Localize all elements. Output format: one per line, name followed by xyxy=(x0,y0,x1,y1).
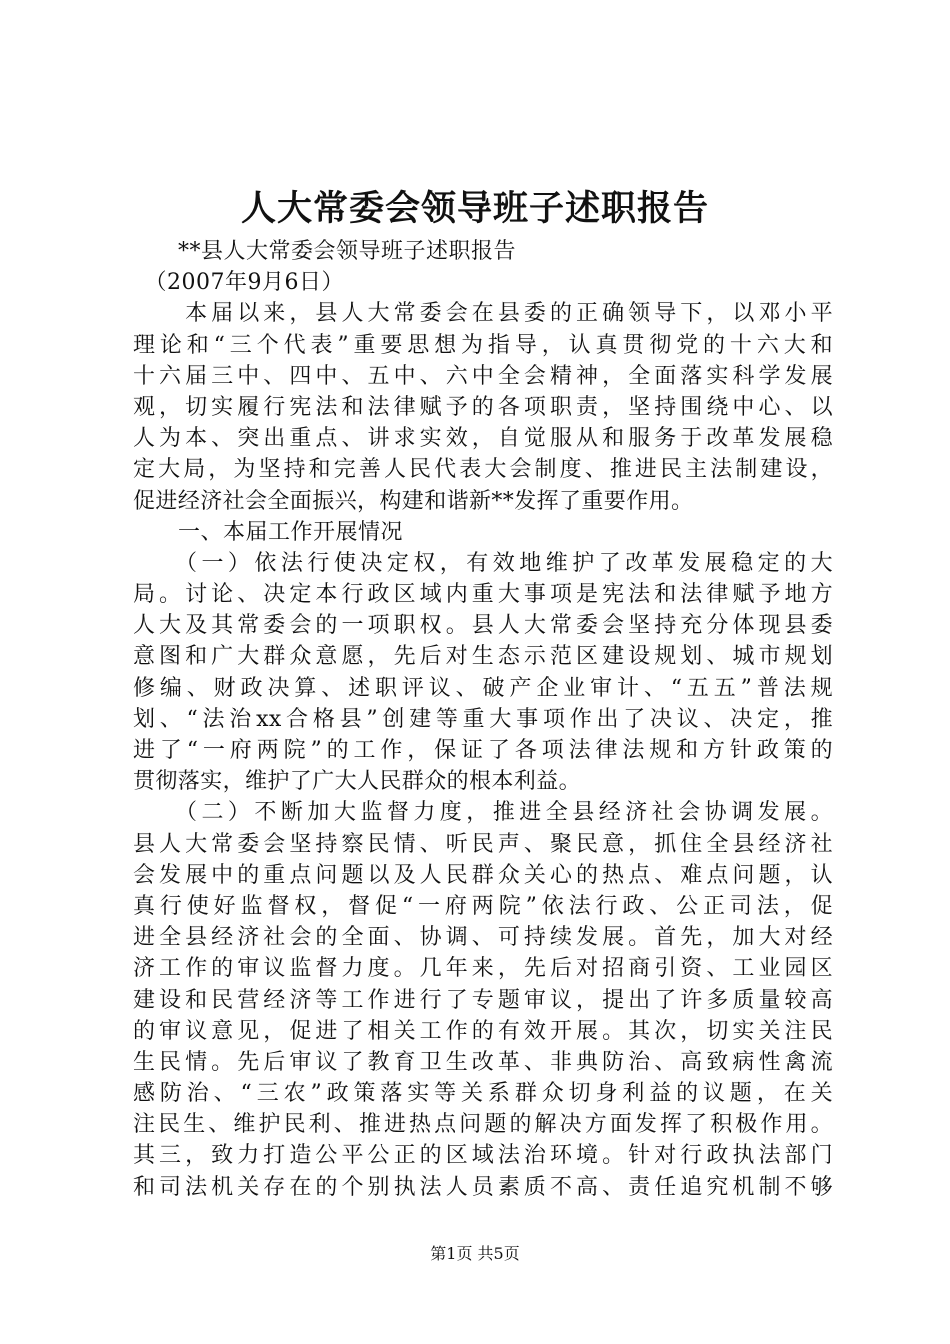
text-line: 定大局，为坚持和完善人民代表大会制度、推进民主法制建设， xyxy=(133,457,833,483)
text-line: 意图和广大群众意愿，先后对生态示范区建设规划、城市规划 xyxy=(133,644,833,670)
text-line: 进全县经济社会的全面、协调、可持续发展。首先，加大对经 xyxy=(133,925,833,951)
text-line: 其三，致力打造公平公正的区域法治环境。针对行政执法部门 xyxy=(133,1143,833,1169)
text-line: 人大及其常委会的一项职权。县人大常委会坚持充分体现县委 xyxy=(133,613,833,639)
text-line: 一、本届工作开展情况 xyxy=(133,519,404,545)
text-line: 的审议意见，促进了相关工作的有效开展。其次，切实关注民 xyxy=(133,1018,833,1044)
text-line: 观，切实履行宪法和法律赋予的各项职责，坚持围绕中心、以 xyxy=(133,394,833,420)
text-line: 本届以来，县人大常委会在县委的正确领导下，以邓小平 xyxy=(133,301,833,327)
text-line: 和司法机关存在的个别执法人员素质不高、责任追究机制不够 xyxy=(133,1174,833,1200)
text-line: 注民生、维护民利、推进热点问题的解决方面发挥了积极作用。 xyxy=(133,1112,833,1138)
text-line: 进了“一府两院”的工作，保证了各项法律法规和方针政策的 xyxy=(133,738,833,763)
text-line: 人为本、突出重点、讲求实效，自觉服从和服务于改革发展稳 xyxy=(133,426,833,452)
text-line: 济工作的审议监督力度。几年来，先后对招商引资、工业园区 xyxy=(133,956,833,982)
text-line: 建设和民营经济等工作进行了专题审议，提出了许多质量较高 xyxy=(133,987,833,1013)
text-line: 修编、财政决算、述职评议、破产企业审计、“五五”普法规 xyxy=(133,675,833,701)
text-line: 促进经济社会全面振兴，构建和谐新**发挥了重要作用。 xyxy=(133,488,694,514)
text-line: **县人大常委会领导班子述职报告 xyxy=(133,239,517,264)
text-line: 十六届三中、四中、五中、六中全会精神，全面落实科学发展 xyxy=(133,363,833,389)
text-line: （二）不断加大监督力度，推进全县经济社会协调发展。 xyxy=(133,800,833,826)
text-line: （一）依法行使决定权，有效地维护了改革发展稳定的大 xyxy=(133,550,833,576)
text-line: 划、“法治xx合格县”创建等重大事项作出了决议、决定，推 xyxy=(133,706,833,732)
text-line: 局。讨论、决定本行政区域内重大事项是宪法和法律赋予地方 xyxy=(133,582,833,608)
document-title: 人大常委会领导班子述职报告 xyxy=(240,188,709,229)
text-line: 真行使好监督权，督促“一府两院”依法行政、公正司法，促 xyxy=(133,893,833,919)
text-line: 会发展中的重点问题以及人民群众关心的热点、难点问题，认 xyxy=(133,862,833,888)
document-body xyxy=(133,236,833,1203)
text-line: 县人大常委会坚持察民情、听民声、聚民意，抓住全县经济社 xyxy=(133,831,833,857)
text-line: 理论和“三个代表”重要思想为指导，认真贯彻党的十六大和 xyxy=(133,332,833,358)
text-line: 生民情。先后审议了教育卫生改革、非典防治、高致病性禽流 xyxy=(133,1049,833,1075)
text-line: 感防治、“三农”政策落实等关系群众切身利益的议题，在关 xyxy=(133,1081,833,1107)
page-footer: 第1页 共5页 xyxy=(430,1244,520,1263)
text-line: （2007年9月6日） xyxy=(133,270,344,296)
text-line: 贯彻落实，维护了广大人民群众的根本利益。 xyxy=(133,769,582,795)
